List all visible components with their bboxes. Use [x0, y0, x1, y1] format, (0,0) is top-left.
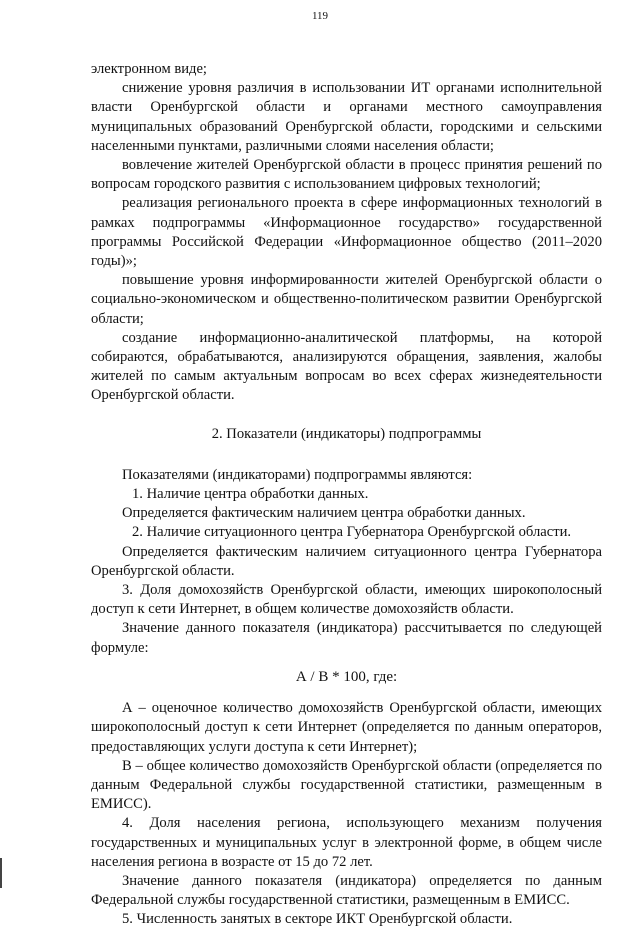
- scan-edge-mark: [0, 858, 2, 888]
- list-item: 2. Наличие ситуационного центра Губернатора Оренбургской области.: [132, 524, 572, 541]
- paragraph: Показателями (индикаторами) подпрограммы являются:: [122, 466, 473, 483]
- paragraph: Определяется фактическим наличием ситуационного центра Губернатора Оренбургской области.: [91, 543, 602, 579]
- paragraph: Значение данного показателя (индикатора) рассчитывается по следующей формуле:: [91, 620, 602, 656]
- list-item: 4. Доля населения региона, использующего механизм получения государственных и муниципальных услуг в электронной форме, в общем числе населения региона в возрасте от 15 до 72 лет.: [91, 815, 602, 870]
- list-item: 3. Доля домохозяйств Оренбургской области, имеющих широкополосный доступ к сети Интернет, в общем количестве домохозяйств области.: [91, 582, 602, 618]
- list-item: 5. Численность занятых в секторе ИКТ Оренбургской области.: [122, 911, 513, 928]
- list-item: 1. Наличие центра обработки данных.: [132, 486, 369, 503]
- document-body: [91, 60, 602, 930]
- paragraph: вовлечение жителей Оренбургской области в процесс принятия решений по вопросам городского развития с использованием цифровых технологий;: [91, 157, 602, 193]
- paragraph: Определяется фактическим наличием центра обработки данных.: [122, 505, 526, 522]
- paragraph: Значение данного показателя (индикатора) определяется по данным Федеральной службы государственной статистики, размещенным в ЕМИСС.: [91, 872, 602, 909]
- paragraph: создание информационно-аналитической платформы, на которой собираются, обрабатываются, анализируются обращения, заявления, жалобы жителей по самым актуальным вопросам во всех сферах жизнедеятельности Оренбургской области.: [91, 329, 602, 404]
- paragraph: электронном виде;: [91, 61, 207, 77]
- paragraph: А – оценочное количество домохозяйств Оренбургской области, имеющих широкополосный доступ к сети Интернет (определяется по данным операторов, предоставляющих услуги доступа к сети Интернет);: [91, 700, 602, 755]
- page-number: 119: [311, 10, 329, 22]
- paragraph: повышение уровня информированности жителей Оренбургской области о социально-экономическом и общественно-политическом развитии Оренбургской области;: [91, 272, 602, 327]
- paragraph: снижение уровня различия в использовании ИТ органами исполнительной власти Оренбургской области и органами местного самоуправления муниципальных образований Оренбургской области, городскими и сельскими населенными пунктами, различными слоями населения области;: [91, 80, 602, 154]
- paragraph: В – общее количество домохозяйств Оренбургской области (определяется по данным Федеральной службы государственной статистики, размещенным в ЕМИСС).: [91, 757, 602, 813]
- paragraph: реализация регионального проекта в сфере информационных технологий в рамках подпрограммы «Информационное государство» государственной программы Российской Федерации «Информационное общество (2011–2020 годы)»;: [91, 195, 602, 270]
- formula: А / В * 100, где:: [295, 668, 398, 685]
- section-heading: 2. Показатели (индикаторы) подпрограммы: [211, 425, 482, 442]
